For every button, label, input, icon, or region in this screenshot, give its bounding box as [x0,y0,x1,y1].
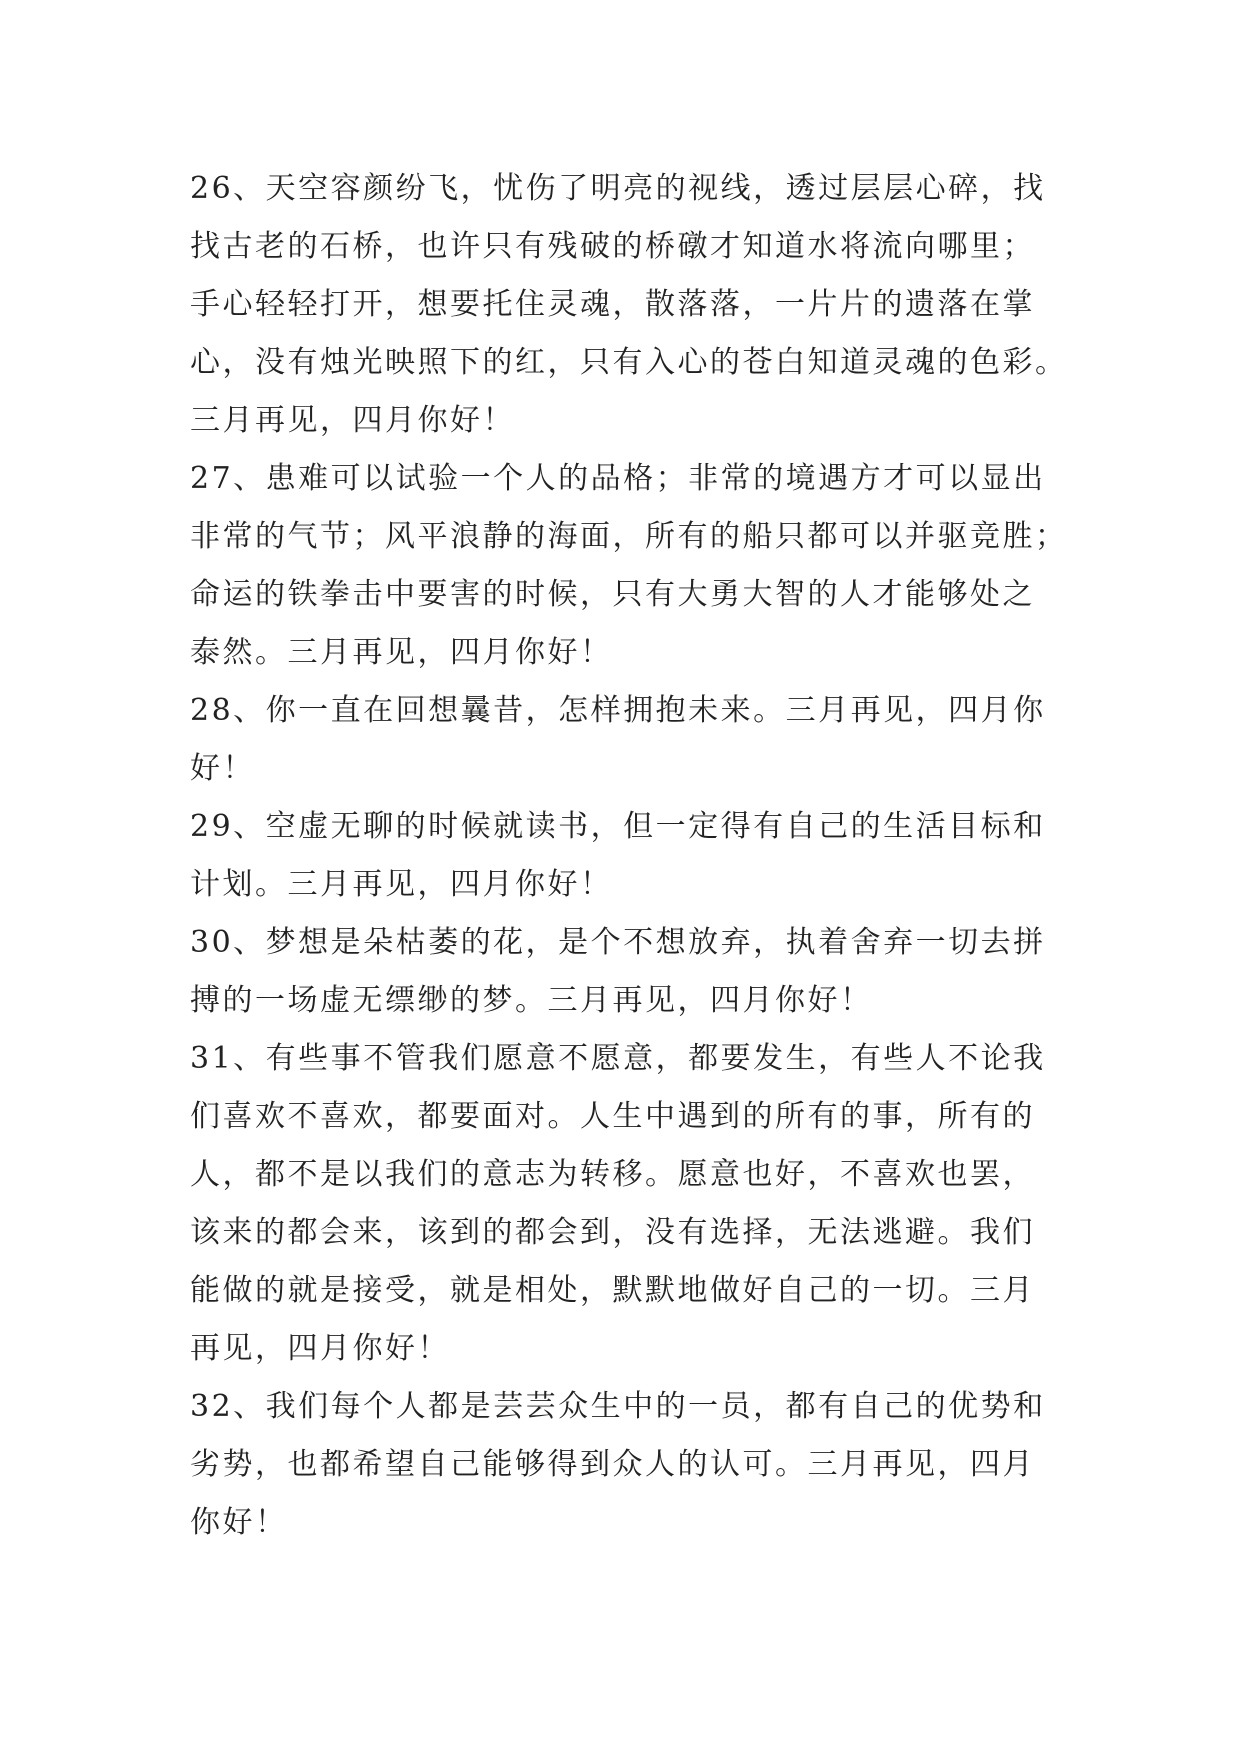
paragraph-29 [190,798,1070,914]
text-line: 搏的一场虚无缥缈的梦。三月再见，四月你好！ [190,983,873,1018]
text-line: 三月再见，四月你好！ [190,403,515,438]
text-line: 32、我们每个人都是芸芸众生中的一员，都有自己的优势和 [190,1389,1046,1424]
text-line: 31、有些事不管我们愿意不愿意，都要发生，有些人不论我 [190,1041,1046,1076]
text-line: 29、空虚无聊的时候就读书，但一定得有自己的生活目标和 [190,809,1046,844]
text-line: 28、你一直在回想曩昔，怎样拥抱未来。三月再见，四月你 [190,693,1046,728]
text-line: 手心轻轻打开，想要托住灵魂，散落落，一片片的遗落在掌 [190,287,1035,322]
text-line: 劣势，也都希望自己能够得到众人的认可。三月再见，四月 [190,1447,1035,1482]
text-line: 们喜欢不喜欢，都要面对。人生中遇到的所有的事，所有的 [190,1099,1035,1134]
text-line: 你好！ [190,1505,288,1540]
text-line: 该来的都会来，该到的都会到，没有选择，无法逃避。我们 [190,1215,1035,1250]
text-line: 27、患难可以试验一个人的品格；非常的境遇方才可以显出 [190,461,1046,496]
paragraph-32 [190,1378,1070,1552]
text-line: 30、梦想是朵枯萎的花，是个不想放弃，执着舍弃一切去拼 [190,925,1046,960]
paragraph-31 [190,1030,1070,1378]
text-line: 非常的气节；风平浪静的海面，所有的船只都可以并驱竞胜； [190,519,1068,554]
text-line: 心，没有烛光映照下的红，只有入心的苍白知道灵魂的色彩。 [190,345,1068,380]
document-body [190,160,1070,1552]
text-line: 26、天空容颜纷飞，忧伤了明亮的视线，透过层层心碎，找 [190,171,1046,206]
text-line: 命运的铁拳击中要害的时候，只有大勇大智的人才能够处之 [190,577,1035,612]
text-line: 人，都不是以我们的意志为转移。愿意也好，不喜欢也罢， [190,1157,1035,1192]
text-line: 找古老的石桥，也许只有残破的桥礅才知道水将流向哪里； [190,229,1035,264]
text-line: 计划。三月再见，四月你好！ [190,867,613,902]
text-line: 能做的就是接受，就是相处，默默地做好自己的一切。三月 [190,1273,1035,1308]
paragraph-30 [190,914,1070,1030]
text-line: 泰然。三月再见，四月你好！ [190,635,613,670]
paragraph-27 [190,450,1070,682]
paragraph-26 [190,160,1070,450]
text-line: 好！ [190,751,255,786]
paragraph-28 [190,682,1070,798]
text-line: 再见，四月你好！ [190,1331,450,1366]
